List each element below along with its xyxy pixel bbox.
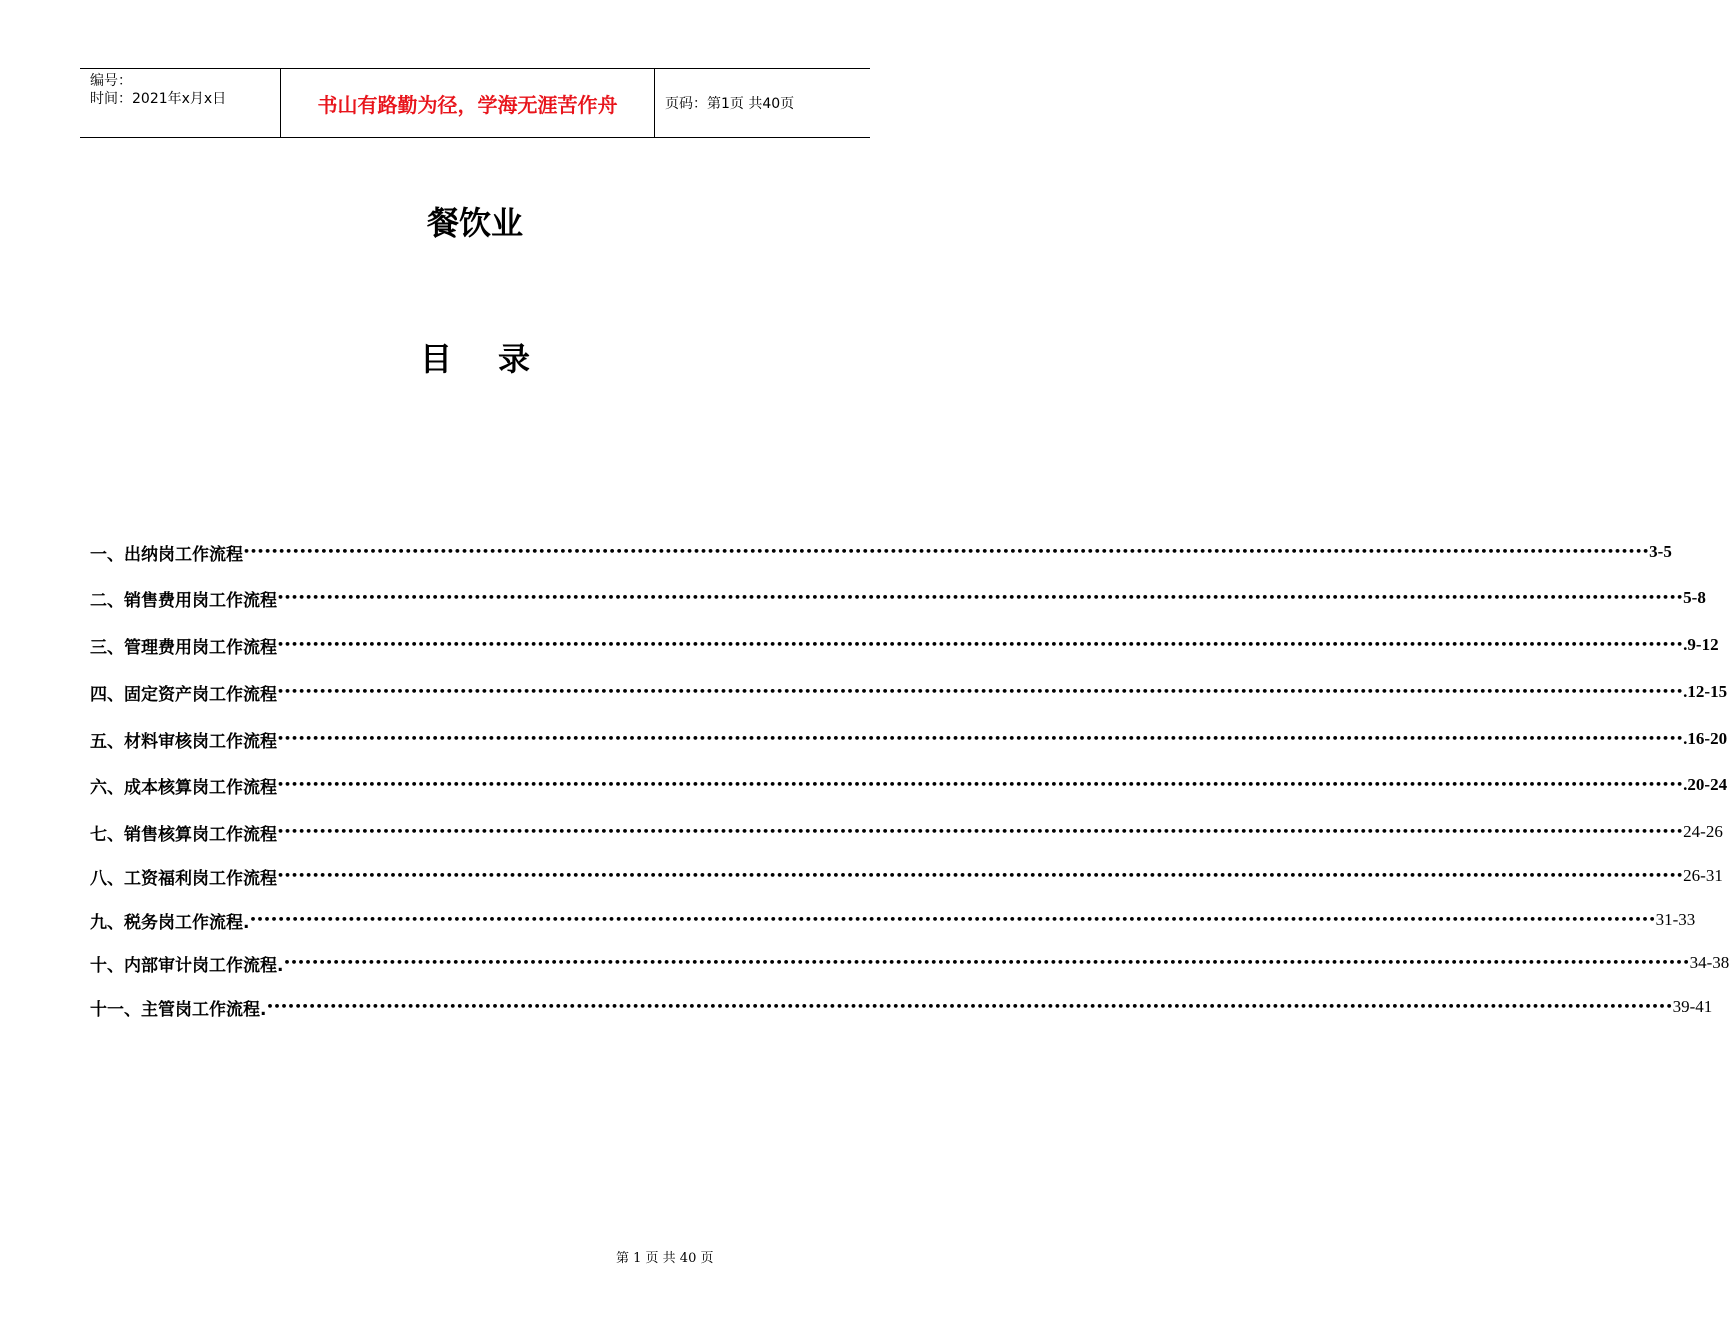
toc-leader-dots: ••••••••••••••••••••••••••••••••••••••••••••••••••••••••••••••••••••••••••••••••••••••••••••••••••••••••••••••••••••••••••••••••••••••••••••••••••••••••••••••••••••••••••••••••••••••••••••••••••••••••	[277, 778, 1684, 791]
toc-entry[interactable]	[90, 540, 1672, 565]
toc-entry-page: .16-20	[1683, 729, 1728, 748]
toc-entry[interactable]	[90, 586, 1706, 611]
toc-entry-label: 八、工资福利岗工作流程	[90, 868, 277, 889]
toc-entry-label: 四、固定资产岗工作流程	[90, 684, 277, 705]
toc-leader-dots: ••••••••••••••••••••••••••••••••••••••••••••••••••••••••••••••••••••••••••••••••••••••••••••••••••••••••••••••••••••••••••••••••••••••••••••••••••••••••••••••••••••••••••••••••••••••••••••••••••••••••	[243, 545, 1650, 558]
toc-entry-page: 3-5	[1649, 542, 1672, 561]
toc-leader-dots: ••••••••••••••••••••••••••••••••••••••••••••••••••••••••••••••••••••••••••••••••••••••••••••••••••••••••••••••••••••••••••••••••••••••••••••••••••••••••••••••••••••••••••••••••••••••••••••••••••••••••	[277, 869, 1684, 882]
toc-leader-dots: ••••••••••••••••••••••••••••••••••••••••••••••••••••••••••••••••••••••••••••••••••••••••••••••••••••••••••••••••••••••••••••••••••••••••••••••••••••••••••••••••••••••••••••••••••••••••••••••••••••••••	[277, 638, 1684, 651]
time-label: 时间：2021年x月x日	[90, 91, 227, 107]
toc-leader-dots: ••••••••••••••••••••••••••••••••••••••••••••••••••••••••••••••••••••••••••••••••••••••••••••••••••••••••••••••••••••••••••••••••••••••••••••••••••••••••••••••••••••••••••••••••••••••••••••••••••••••••	[277, 591, 1684, 604]
toc-entry-page: 31-33	[1655, 910, 1696, 929]
toc-entry-label: 六、成本核算岗工作流程	[90, 777, 277, 798]
toc-entry[interactable]	[90, 680, 1728, 705]
toc-leader-dots: ••••••••••••••••••••••••••••••••••••••••••••••••••••••••••••••••••••••••••••••••••••••••••••••••••••••••••••••••••••••••••••••••••••••••••••••••••••••••••••••••••••••••••••••••••••••••••••••••••••••••	[266, 1000, 1673, 1013]
header-motto-cell	[281, 69, 655, 137]
toc-entry-label: 十一、主管岗工作流程.	[90, 999, 267, 1020]
toc-entry-page: 39-41	[1672, 997, 1713, 1016]
toc-leader-dots: ••••••••••••••••••••••••••••••••••••••••••••••••••••••••••••••••••••••••••••••••••••••••••••••••••••••••••••••••••••••••••••••••••••••••••••••••••••••••••••••••••••••••••••••••••••••••••••••••••••••••	[277, 732, 1684, 745]
header-meta-cell	[80, 69, 281, 137]
toc-entry[interactable]	[90, 633, 1719, 658]
toc-entry[interactable]	[90, 908, 1696, 933]
toc-leader-dots: ••••••••••••••••••••••••••••••••••••••••••••••••••••••••••••••••••••••••••••••••••••••••••••••••••••••••••••••••••••••••••••••••••••••••••••••••••••••••••••••••••••••••••••••••••••••••••••••••••••••••	[283, 956, 1690, 969]
toc-entry-label: 五、材料审核岗工作流程	[90, 731, 277, 752]
toc-leader-dots: ••••••••••••••••••••••••••••••••••••••••••••••••••••••••••••••••••••••••••••••••••••••••••••••••••••••••••••••••••••••••••••••••••••••••••••••••••••••••••••••••••••••••••••••••••••••••••••••••••••••••	[277, 825, 1684, 838]
toc-entry[interactable]	[90, 951, 1729, 976]
page-header	[80, 68, 870, 138]
toc-entry[interactable]	[90, 727, 1728, 752]
document-title: 餐饮业	[426, 204, 523, 242]
toc-entry-label: 一、出纳岗工作流程	[90, 544, 243, 565]
toc-entry-page: 34-38	[1689, 953, 1729, 972]
page-info: 页码：第1页 共40页	[665, 96, 795, 112]
toc-entry-page: 5-8	[1683, 588, 1706, 607]
toc-entry-label: 二、销售费用岗工作流程	[90, 590, 277, 611]
toc-entry[interactable]	[90, 773, 1728, 798]
toc-entry-label: 九、税务岗工作流程.	[90, 912, 250, 933]
toc-leader-dots: ••••••••••••••••••••••••••••••••••••••••••••••••••••••••••••••••••••••••••••••••••••••••••••••••••••••••••••••••••••••••••••••••••••••••••••••••••••••••••••••••••••••••••••••••••••••••••••••••••••••••	[249, 913, 1656, 926]
toc-entry[interactable]	[90, 995, 1713, 1020]
toc-leader-dots: ••••••••••••••••••••••••••••••••••••••••••••••••••••••••••••••••••••••••••••••••••••••••••••••••••••••••••••••••••••••••••••••••••••••••••••••••••••••••••••••••••••••••••••••••••••••••••••••••••••••••	[277, 685, 1684, 698]
toc-entry-label: 七、销售核算岗工作流程	[90, 824, 277, 845]
toc-heading	[0, 334, 950, 380]
toc-entry[interactable]	[90, 820, 1723, 845]
toc-entry-page: .9-12	[1683, 635, 1719, 654]
toc-entry-page: .20-24	[1683, 775, 1728, 794]
page-footer: 第 1 页 共 40 页	[616, 1251, 714, 1266]
number-label: 编号：	[90, 73, 132, 89]
toc-entry-label: 十、内部审计岗工作流程.	[90, 955, 284, 976]
toc-heading-left: 目	[419, 340, 452, 378]
toc-entry-page: 24-26	[1683, 822, 1723, 841]
toc-heading-right: 录	[498, 340, 531, 378]
toc-entry-page: .12-15	[1683, 682, 1728, 701]
toc-entry[interactable]	[90, 864, 1723, 889]
toc-entry-label: 三、管理费用岗工作流程	[90, 637, 277, 658]
motto-text: 书山有路勤为径，学海无涯苦作舟	[317, 92, 618, 117]
header-page-cell	[655, 69, 870, 137]
toc-entry-page: 26-31	[1683, 866, 1723, 885]
